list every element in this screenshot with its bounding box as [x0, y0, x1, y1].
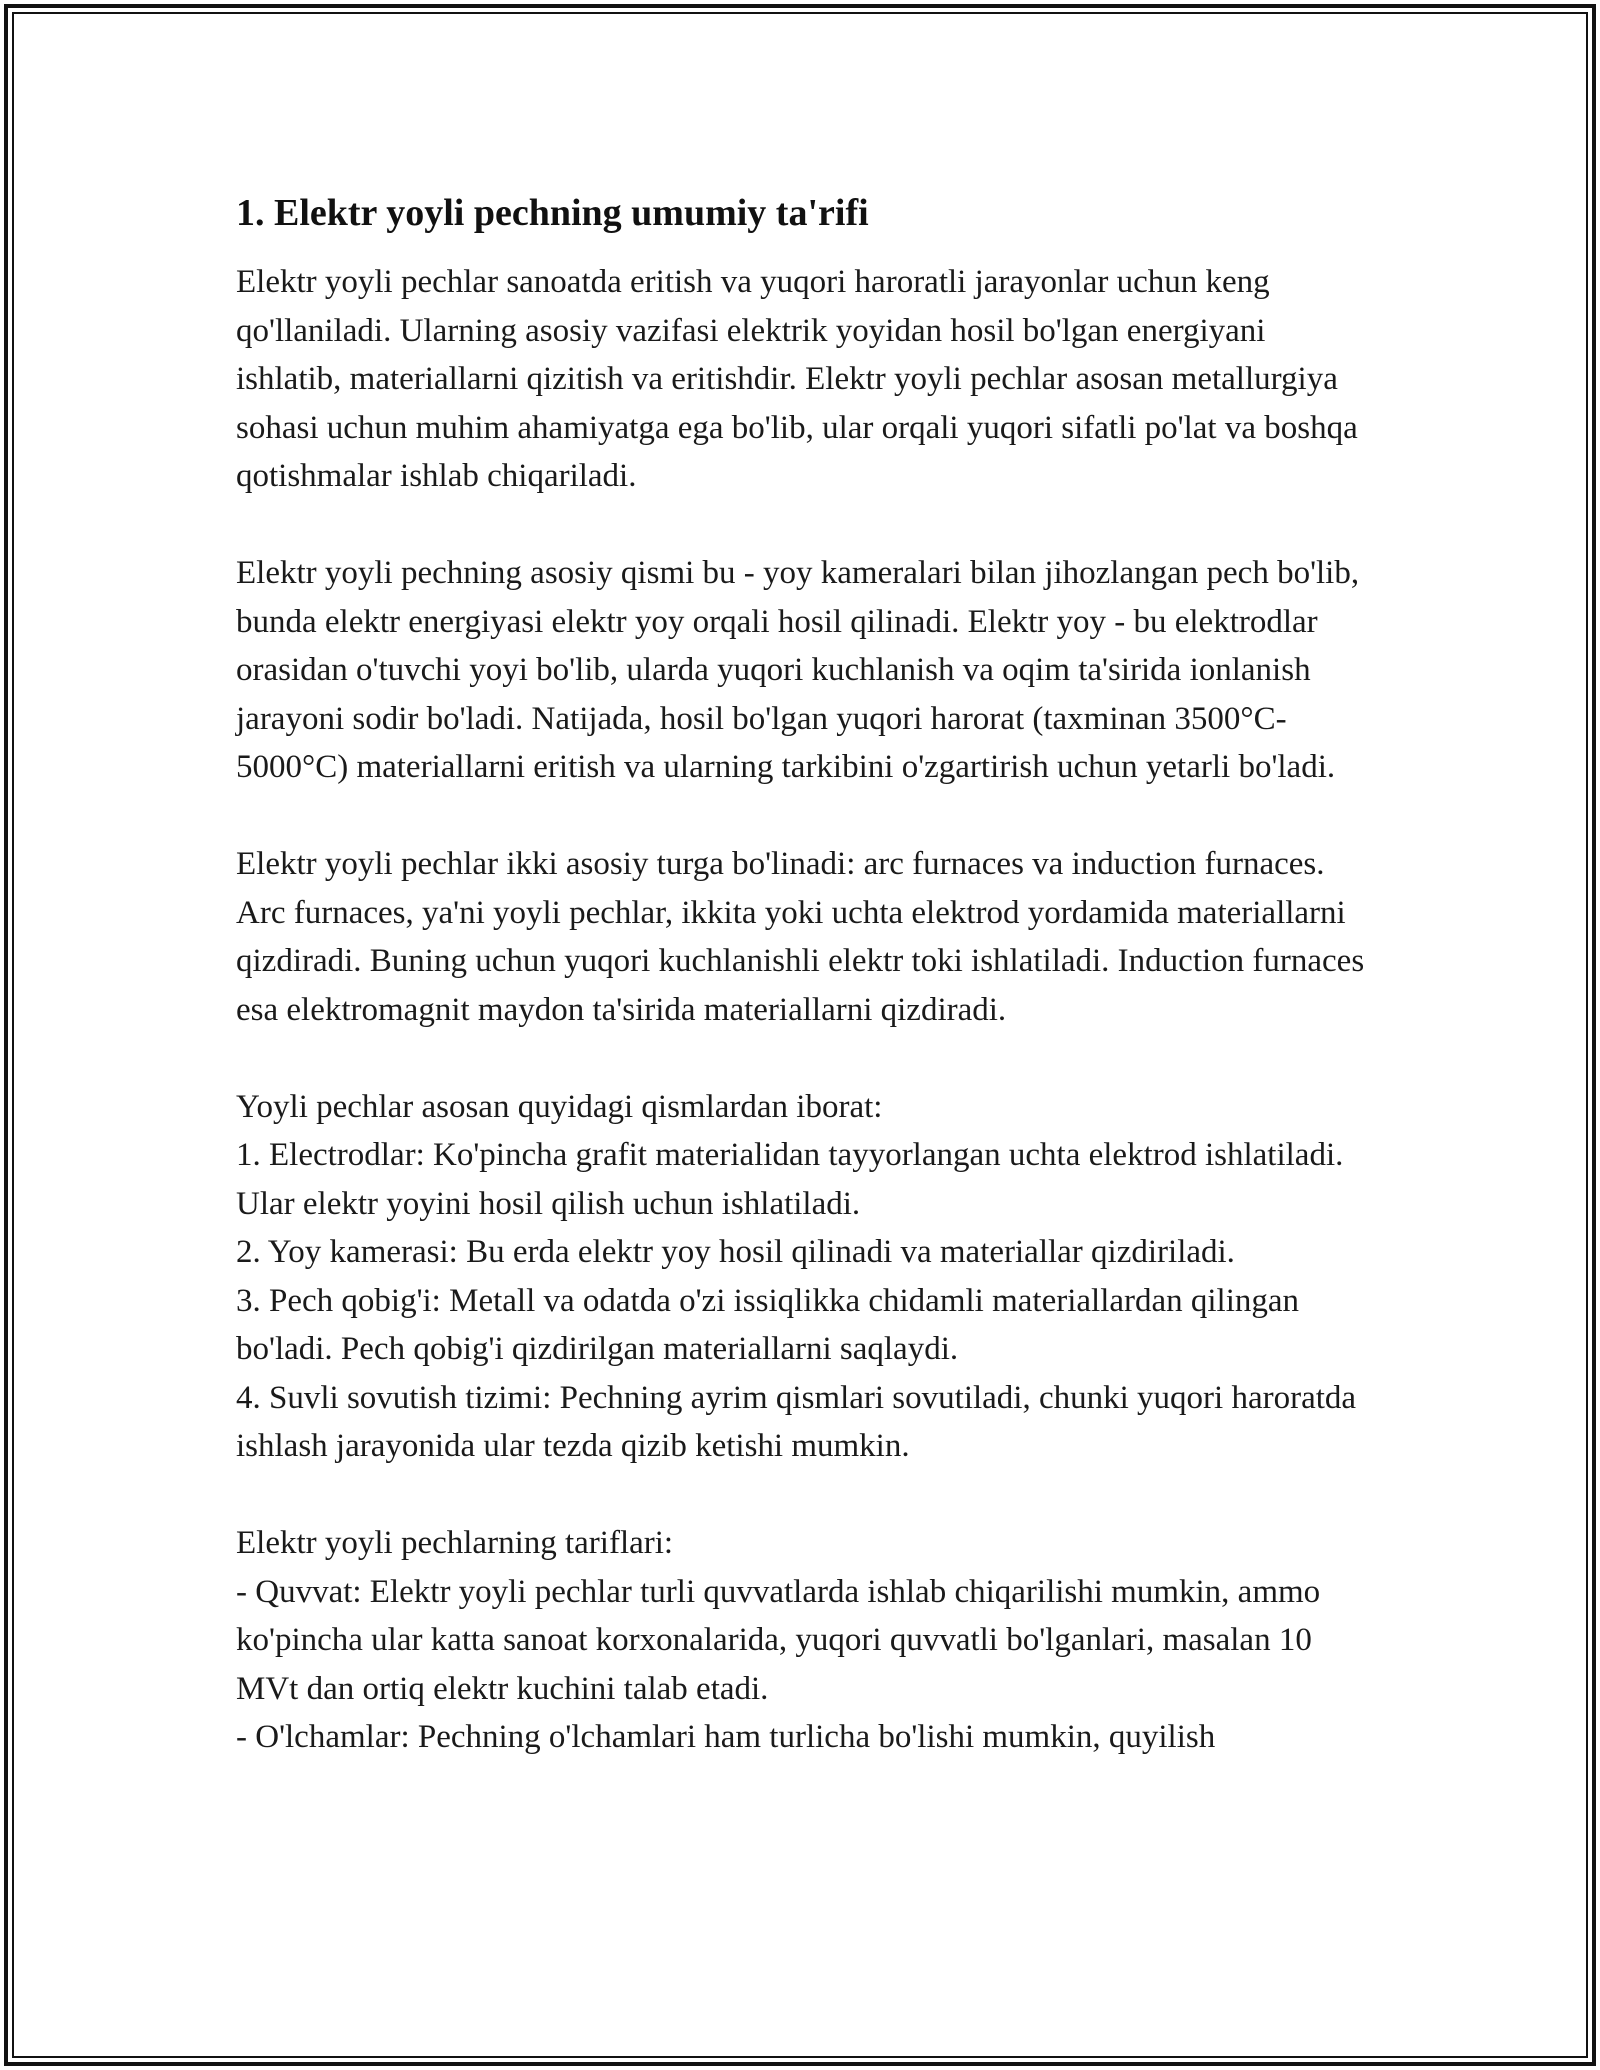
- paragraph-furnace-types: Elektr yoyli pechlar ikki asosiy turga bo'linadi: arc furnaces va induction furnaces. Arc furnaces, ya'ni yoyli pechlar, ikkita yoki uchta elektrod yordamida materiallarni qizdiradi. Buning uchun yuqori kuchlanishli elektr toki ishlatiladi. Induction furnaces esa elektromagnit maydon ta'sirida materiallarni qizdiradi.: [236, 846, 1365, 1028]
- list-item: 2. Yoy kamerasi: Bu erda elektr yoy hosil qilinadi va materiallar qizdiriladi.: [236, 1234, 1235, 1270]
- specs-list: [236, 1519, 1366, 1762]
- specs-list-intro: Elektr yoyli pechlarning tariflari:: [236, 1525, 674, 1561]
- paragraph-intro: Elektr yoyli pechlar sanoatda eritish va yuqori haroratli jarayonlar uchun keng qo'llaniladi. Ularning asosiy vazifasi elektrik yoyidan hosil bo'lgan energiyani ishlatib, materiallarni qizitish va eritishdir. Elektr yoyli pechlar asosan metallurgiya sohasi uchun muhim ahamiyatga ega bo'lib, ular orqali yuqori sifatli po'lat va boshqa qotishmalar ishlab chiqariladi.: [236, 264, 1358, 494]
- list-item: 3. Pech qobig'i: Metall va odatda o'zi issiqlikka chidamli materiallardan qilingan bo'ladi. Pech qobig'i qizdirilgan materiallarni saqlaydi.: [236, 1282, 1300, 1367]
- list-item: - O'lchamlar: Pechning o'lchamlari ham turlicha bo'lishi mumkin, quyilish: [236, 1719, 1216, 1755]
- parts-list-intro: Yoyli pechlar asosan quyidagi qismlardan iborat:: [236, 1088, 883, 1125]
- list-item: - Quvvat: Elektr yoyli pechlar turli quvvatlarda ishlab chiqarilishi mumkin, ammo ko'pincha ular katta sanoat korxonalarida, yuqori quvvatli bo'lganlari, masalan 10 MVt dan ortiq elektr kuchini talab etadi.: [236, 1573, 1321, 1707]
- section-heading: 1. Elektr yoyli pechning umumiy ta'rifi: [236, 192, 869, 234]
- document-body: [236, 188, 1366, 1810]
- list-item: 1. Electrodlar: Ko'pincha grafit materialidan tayyorlangan uchta elektrod ishlatiladi. Ular elektr yoyini hosil qilish uchun ishlatiladi.: [236, 1137, 1344, 1222]
- parts-list: [236, 1083, 1366, 1471]
- paragraph-arc-description: Elektr yoyli pechning asosiy qismi bu - yoy kameralari bilan jihozlangan pech bo'lib, bunda elektr energiyasi elektr yoy orqali hosil qilinadi. Elektr yoy - bu elektrodlar orasidan o'tuvchi yoyi bo'lib, ularda yuqori kuchlanish va oqim ta'sirida ionlanish jarayoni sodir bo'ladi. Natijada, hosil bo'lgan yuqori harorat (taxminan 3500°C-5000°C) materiallarni eritish va ularning tarkibini o'zgartirish uchun yetarli bo'ladi.: [236, 555, 1360, 785]
- list-item: 4. Suvli sovutish tizimi: Pechning ayrim qismlari sovutiladi, chunki yuqori haroratda ishlash jarayonida ular tezda qizib ketishi mumkin.: [236, 1379, 1357, 1464]
